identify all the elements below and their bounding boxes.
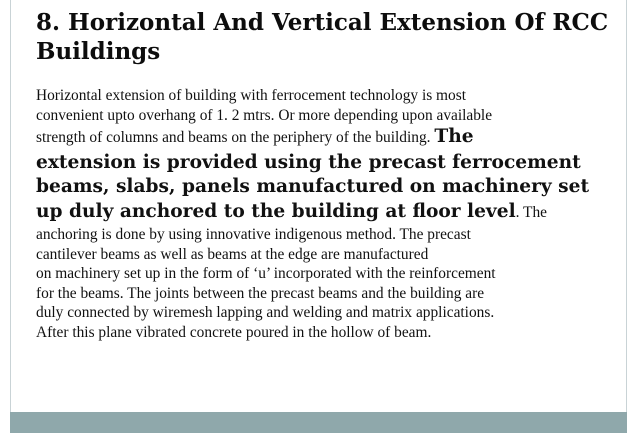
bold-line-1: extension is provided using the precast ferrocement <box>36 151 581 173</box>
body-text <box>36 86 611 342</box>
bold-line-3: up duly anchored to the building at floor level <box>36 200 516 222</box>
body-line-2: convenient upto overhang of 1. 2 mtrs. Or more depending upon available <box>36 106 493 124</box>
body-line-13: After this plane vibrated concrete poured in the hollow of beam. <box>36 323 432 341</box>
body-line-3 <box>36 125 611 151</box>
body-line-7 <box>36 200 611 226</box>
title-line-2: Buildings <box>36 38 161 65</box>
footer-bar <box>10 412 627 433</box>
body-line-9: cantilever beams as well as beams at the edge are manufactured <box>36 245 429 263</box>
title-line-1: 8. Horizontal And Vertical Extension Of RCC <box>36 9 609 36</box>
body-line-7-tail: . The <box>515 203 547 221</box>
bold-line-2: beams, slabs, panels manufactured on machinery set <box>36 176 590 197</box>
body-line-11: for the beams. The joints between the precast beams and the building are <box>36 284 485 302</box>
body-line-10: on machinery set up in the form of ‘u’ incorporated with the reinforcement <box>36 265 496 282</box>
body-line-3-normal: strength of columns and beams on the periphery of the building. <box>36 129 435 146</box>
body-line-12: duly connected by wiremesh lapping and welding and matrix applications. <box>36 304 495 321</box>
slide-title <box>36 8 609 66</box>
body-line-3-bold: The <box>434 126 474 147</box>
body-line-1: Horizontal extension of building with ferrocement technology is most <box>36 87 466 104</box>
body-line-8: anchoring is done by using innovative indigenous method. The precast <box>36 226 471 243</box>
